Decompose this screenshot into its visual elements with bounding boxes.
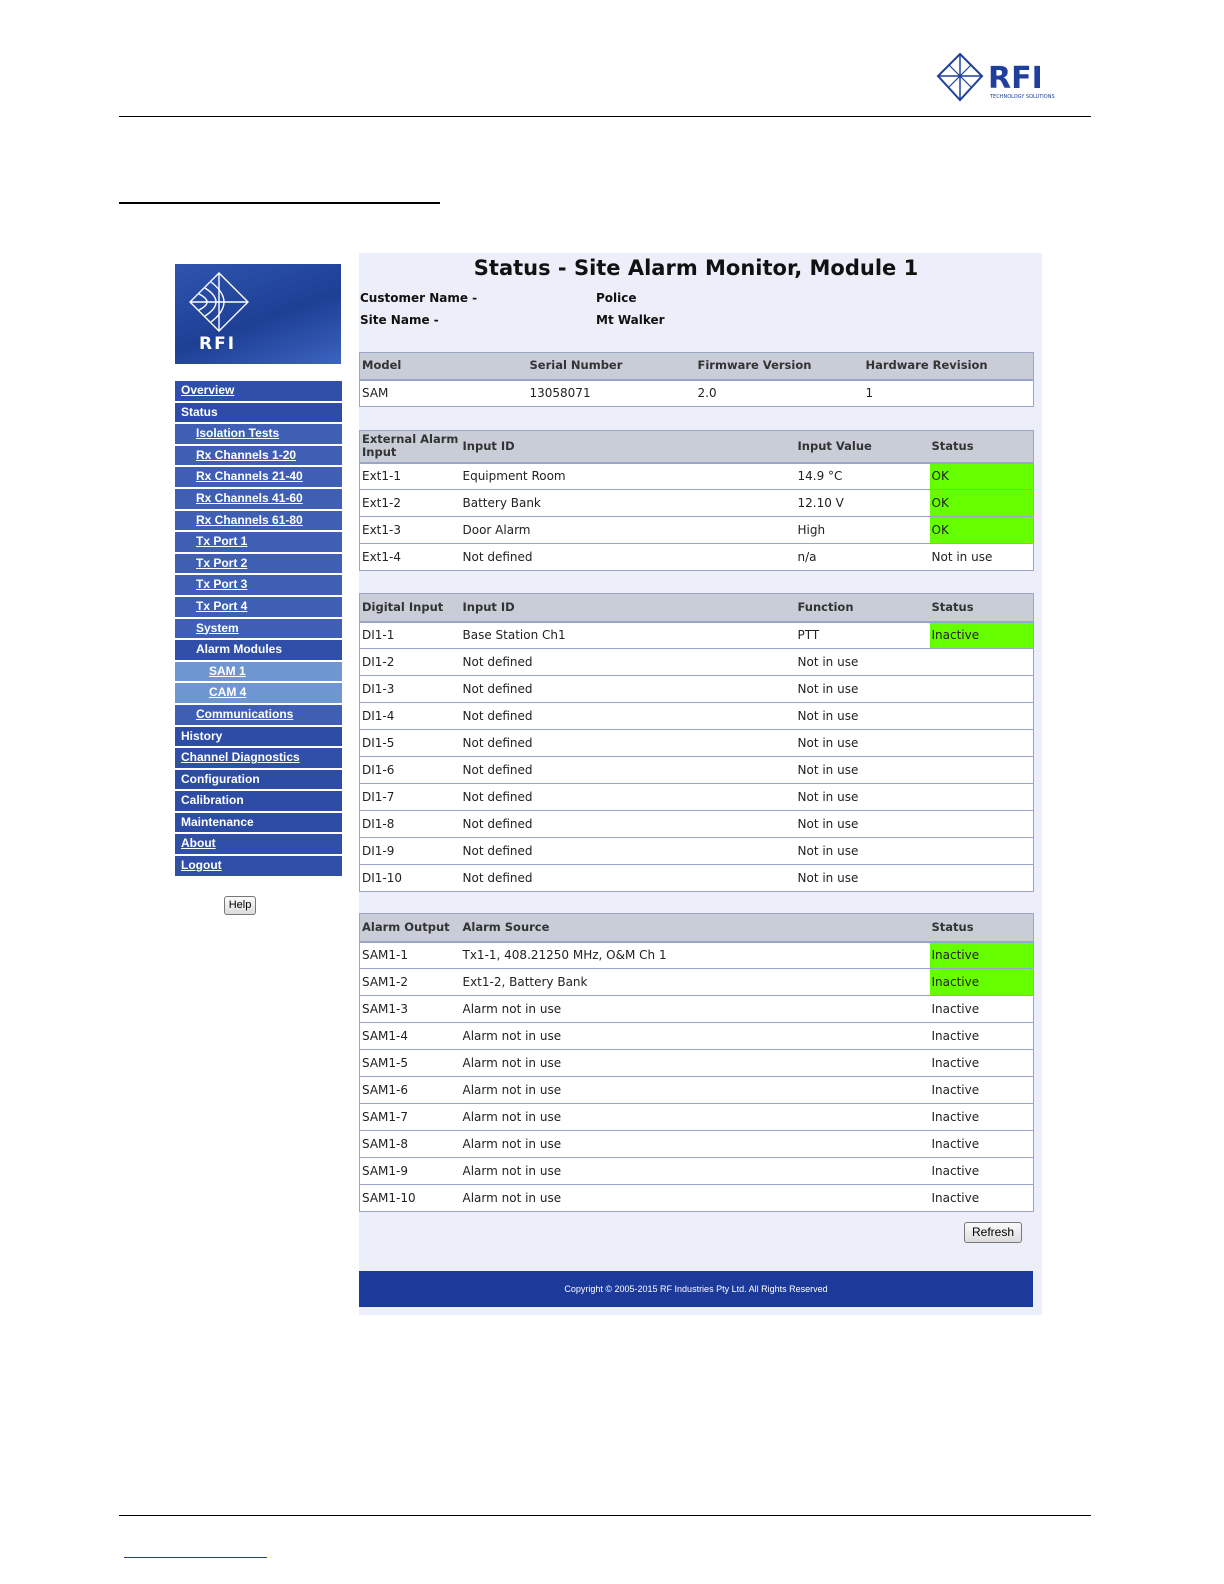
input-id-cell: Not defined bbox=[461, 811, 796, 838]
module-info-table bbox=[359, 352, 1034, 407]
site-name-label: Site Name - bbox=[360, 313, 439, 327]
alarm-output-cell: SAM1-2 bbox=[360, 969, 461, 996]
alarm-output-cell: SAM1-8 bbox=[360, 1131, 461, 1158]
status-badge: Inactive bbox=[930, 942, 1034, 969]
column-header: Alarm Output bbox=[360, 914, 461, 942]
alarm-output-cell: SAM1-10 bbox=[362, 1191, 416, 1205]
page-title: Status - Site Alarm Monitor, Module 1 bbox=[473, 256, 919, 280]
footer-link-underline bbox=[124, 1557, 267, 1558]
digital-input-table bbox=[359, 593, 1034, 892]
nav-maintenance[interactable]: Maintenance bbox=[175, 813, 342, 833]
firmware-version-cell: 2.0 bbox=[697, 386, 717, 401]
refresh-button[interactable]: Refresh bbox=[964, 1222, 1022, 1243]
table-header-row bbox=[360, 594, 1034, 622]
alarm-source-cell: Alarm not in use bbox=[461, 1131, 930, 1158]
nav-logout[interactable]: Logout bbox=[175, 856, 342, 876]
nav-calibration[interactable]: Calibration bbox=[175, 791, 342, 811]
nav-sam-1[interactable]: SAM 1 bbox=[175, 662, 342, 682]
input-id-cell: Not defined bbox=[461, 703, 796, 730]
table-header-row bbox=[360, 431, 1034, 463]
table-row bbox=[360, 490, 1034, 517]
nav-about[interactable]: About bbox=[175, 834, 342, 854]
function-cell: Not in use bbox=[796, 649, 930, 676]
column-header: External Alarm Input bbox=[360, 431, 461, 463]
nav-cam-4[interactable]: CAM 4 bbox=[175, 683, 342, 703]
table-row bbox=[360, 649, 1034, 676]
nav-tx-port-3[interactable]: Tx Port 3 bbox=[175, 575, 342, 595]
column-header: Digital Input bbox=[360, 594, 461, 622]
status-badge: OK bbox=[930, 517, 1034, 544]
column-header: Model bbox=[360, 353, 528, 380]
alarm-output-cell: SAM1-6 bbox=[360, 1077, 461, 1104]
input-id-cell: Not defined bbox=[461, 649, 796, 676]
input-cell: Ext1-1 bbox=[360, 463, 461, 490]
alarm-output-cell: SAM1-9 bbox=[360, 1158, 461, 1185]
input-id-cell: Equipment Room bbox=[461, 463, 796, 490]
table-row bbox=[360, 996, 1034, 1023]
table-row bbox=[360, 463, 1034, 490]
status-cell: Not in use bbox=[931, 550, 993, 564]
alarm-output-cell: SAM1-4 bbox=[360, 1023, 461, 1050]
input-cell: DI1-9 bbox=[360, 838, 461, 865]
alarm-source-cell: Alarm not in use bbox=[461, 1077, 930, 1104]
column-header: Input ID bbox=[461, 431, 796, 463]
status-cell bbox=[930, 730, 1034, 757]
sidebar-logo-text: RFI bbox=[199, 334, 237, 354]
nav-configuration[interactable]: Configuration bbox=[175, 770, 342, 790]
table-row bbox=[360, 676, 1034, 703]
column-header: Serial Number bbox=[528, 353, 696, 380]
status-cell: Inactive bbox=[930, 1077, 1034, 1104]
alarm-source-cell: Tx1-1, 408.21250 MHz, O&M Ch 1 bbox=[461, 942, 930, 969]
table-row bbox=[360, 865, 1034, 892]
input-id-cell: Not defined bbox=[462, 550, 533, 564]
nav-communications[interactable]: Communications bbox=[175, 705, 342, 725]
footer-divider bbox=[119, 1515, 1091, 1516]
input-id-cell: Battery Bank bbox=[461, 490, 796, 517]
input-id-cell: Not defined bbox=[462, 871, 533, 885]
svg-text:RFI: RFI bbox=[988, 61, 1043, 96]
nav-alarm-modules[interactable]: Alarm Modules bbox=[175, 640, 342, 660]
input-value-cell: High bbox=[796, 517, 930, 544]
status-cell bbox=[930, 676, 1034, 703]
column-header: Status bbox=[930, 431, 1034, 463]
function-cell: Not in use bbox=[796, 838, 930, 865]
alarm-source-cell: Alarm not in use bbox=[461, 1050, 930, 1077]
input-cell: DI1-6 bbox=[360, 757, 461, 784]
table-row bbox=[360, 784, 1034, 811]
main-panel bbox=[359, 253, 1042, 1315]
function-cell: Not in use bbox=[796, 676, 930, 703]
input-cell: DI1-2 bbox=[360, 649, 461, 676]
nav-isolation-tests[interactable]: Isolation Tests bbox=[175, 424, 342, 444]
table-row bbox=[360, 1104, 1034, 1131]
nav-system[interactable]: System bbox=[175, 619, 342, 639]
column-header: Input ID bbox=[461, 594, 796, 622]
nav-tx-port-4[interactable]: Tx Port 4 bbox=[175, 597, 342, 617]
table-row bbox=[360, 811, 1034, 838]
status-cell: Inactive bbox=[930, 1023, 1034, 1050]
nav-rx-channels-41-60[interactable]: Rx Channels 41-60 bbox=[175, 489, 342, 509]
nav-rx-channels-61-80[interactable]: Rx Channels 61-80 bbox=[175, 511, 342, 531]
sidebar-nav bbox=[175, 381, 342, 878]
function-cell: Not in use bbox=[796, 811, 930, 838]
help-button[interactable]: Help bbox=[224, 896, 256, 915]
column-header: Input Value bbox=[796, 431, 930, 463]
input-cell: DI1-4 bbox=[360, 703, 461, 730]
nav-rx-channels-1-20[interactable]: Rx Channels 1-20 bbox=[175, 446, 342, 466]
table-row bbox=[360, 703, 1034, 730]
copyright-footer: Copyright © 2005-2015 RF Industries Pty Ltd. All Rights Reserved bbox=[359, 1271, 1033, 1307]
table-row bbox=[360, 517, 1034, 544]
customer-name-label: Customer Name - bbox=[360, 291, 478, 305]
input-cell: Ext1-3 bbox=[360, 517, 461, 544]
column-header: Hardware Revision bbox=[864, 353, 1034, 380]
function-cell: PTT bbox=[796, 622, 930, 649]
svg-text:TECHNOLOGY SOLUTIONS: TECHNOLOGY SOLUTIONS bbox=[990, 94, 1055, 100]
alarm-source-cell: Alarm not in use bbox=[462, 1191, 562, 1205]
nav-tx-port-2[interactable]: Tx Port 2 bbox=[175, 554, 342, 574]
function-cell: Not in use bbox=[796, 757, 930, 784]
status-cell: Inactive bbox=[930, 996, 1034, 1023]
alarm-source-cell: Ext1-2, Battery Bank bbox=[461, 969, 930, 996]
nav-overview[interactable]: Overview bbox=[175, 381, 342, 401]
table-row bbox=[360, 969, 1034, 996]
status-cell: Inactive bbox=[930, 1104, 1034, 1131]
table-row bbox=[360, 1131, 1034, 1158]
table-row bbox=[360, 380, 1034, 407]
status-cell bbox=[930, 784, 1034, 811]
sidebar-logo bbox=[175, 264, 341, 364]
input-id-cell: Not defined bbox=[461, 757, 796, 784]
input-id-cell: Door Alarm bbox=[461, 517, 796, 544]
status-cell bbox=[930, 649, 1034, 676]
external-alarm-table bbox=[359, 430, 1034, 571]
input-id-cell: Not defined bbox=[461, 784, 796, 811]
nav-rx-channels-21-40[interactable]: Rx Channels 21-40 bbox=[175, 467, 342, 487]
table-row bbox=[360, 1023, 1034, 1050]
input-value-cell: 14.9 °C bbox=[796, 463, 930, 490]
input-id-cell: Not defined bbox=[461, 676, 796, 703]
site-name-value: Mt Walker bbox=[596, 313, 665, 327]
table-row bbox=[360, 757, 1034, 784]
status-cell: Inactive bbox=[930, 1050, 1034, 1077]
table-header-row bbox=[360, 914, 1034, 942]
status-cell bbox=[930, 838, 1034, 865]
status-badge: OK bbox=[930, 490, 1034, 517]
input-cell: Ext1-4 bbox=[362, 550, 401, 564]
status-cell: Inactive bbox=[931, 1191, 980, 1205]
table-header-row bbox=[360, 353, 1034, 380]
alarm-source-cell: Alarm not in use bbox=[461, 996, 930, 1023]
heading-underline bbox=[119, 202, 440, 204]
input-value-cell: 12.10 V bbox=[796, 490, 930, 517]
input-cell: DI1-7 bbox=[360, 784, 461, 811]
alarm-source-cell: Alarm not in use bbox=[461, 1158, 930, 1185]
status-cell: Inactive bbox=[930, 1131, 1034, 1158]
function-cell: Not in use bbox=[796, 784, 930, 811]
alarm-output-cell: SAM1-5 bbox=[360, 1050, 461, 1077]
table-row bbox=[360, 838, 1034, 865]
status-badge: Inactive bbox=[930, 622, 1034, 649]
input-cell: DI1-5 bbox=[360, 730, 461, 757]
rfi-document-logo bbox=[936, 52, 1066, 104]
alarm-output-cell: SAM1-3 bbox=[360, 996, 461, 1023]
input-cell: DI1-1 bbox=[360, 622, 461, 649]
input-id-cell: Not defined bbox=[461, 838, 796, 865]
status-cell bbox=[930, 811, 1034, 838]
table-row bbox=[360, 730, 1034, 757]
nav-status[interactable]: Status bbox=[175, 403, 342, 423]
customer-name-value: Police bbox=[596, 291, 637, 305]
column-header: Status bbox=[930, 914, 1034, 942]
status-cell bbox=[930, 757, 1034, 784]
hardware-revision-cell: 1 bbox=[865, 386, 874, 401]
function-cell: Not in use bbox=[796, 703, 930, 730]
alarm-output-table bbox=[359, 913, 1034, 1212]
table-row bbox=[360, 1185, 1034, 1212]
status-badge: Inactive bbox=[930, 969, 1034, 996]
input-cell: Ext1-2 bbox=[360, 490, 461, 517]
status-cell: Inactive bbox=[930, 1158, 1034, 1185]
web-ui-screenshot bbox=[175, 253, 1042, 1315]
alarm-output-cell: SAM1-7 bbox=[360, 1104, 461, 1131]
alarm-output-cell: SAM1-1 bbox=[360, 942, 461, 969]
serial-number-cell: 13058071 bbox=[529, 386, 591, 401]
nav-tx-port-1[interactable]: Tx Port 1 bbox=[175, 532, 342, 552]
input-value-cell: n/a bbox=[797, 550, 817, 564]
nav-history[interactable]: History bbox=[175, 727, 342, 747]
model-cell: SAM bbox=[362, 386, 389, 401]
function-cell: Not in use bbox=[797, 871, 859, 885]
table-row bbox=[360, 622, 1034, 649]
table-row bbox=[360, 544, 1034, 571]
table-row bbox=[360, 942, 1034, 969]
table-row bbox=[360, 1050, 1034, 1077]
input-cell: DI1-3 bbox=[360, 676, 461, 703]
table-row bbox=[360, 1158, 1034, 1185]
input-id-cell: Base Station Ch1 bbox=[461, 622, 796, 649]
header-divider bbox=[119, 116, 1091, 117]
input-id-cell: Not defined bbox=[461, 730, 796, 757]
status-cell bbox=[930, 865, 1034, 892]
function-cell: Not in use bbox=[796, 730, 930, 757]
column-header: Firmware Version bbox=[696, 353, 864, 380]
nav-channel-diagnostics[interactable]: Channel Diagnostics bbox=[175, 748, 342, 768]
status-cell bbox=[930, 703, 1034, 730]
input-cell: DI1-8 bbox=[360, 811, 461, 838]
alarm-source-cell: Alarm not in use bbox=[461, 1023, 930, 1050]
input-cell: DI1-10 bbox=[362, 871, 403, 885]
column-header: Alarm Source bbox=[461, 914, 930, 942]
alarm-source-cell: Alarm not in use bbox=[461, 1104, 930, 1131]
status-badge: OK bbox=[930, 463, 1034, 490]
rfi-logo-icon bbox=[187, 270, 251, 334]
table-row bbox=[360, 1077, 1034, 1104]
column-header: Function bbox=[796, 594, 930, 622]
column-header: Status bbox=[930, 594, 1034, 622]
